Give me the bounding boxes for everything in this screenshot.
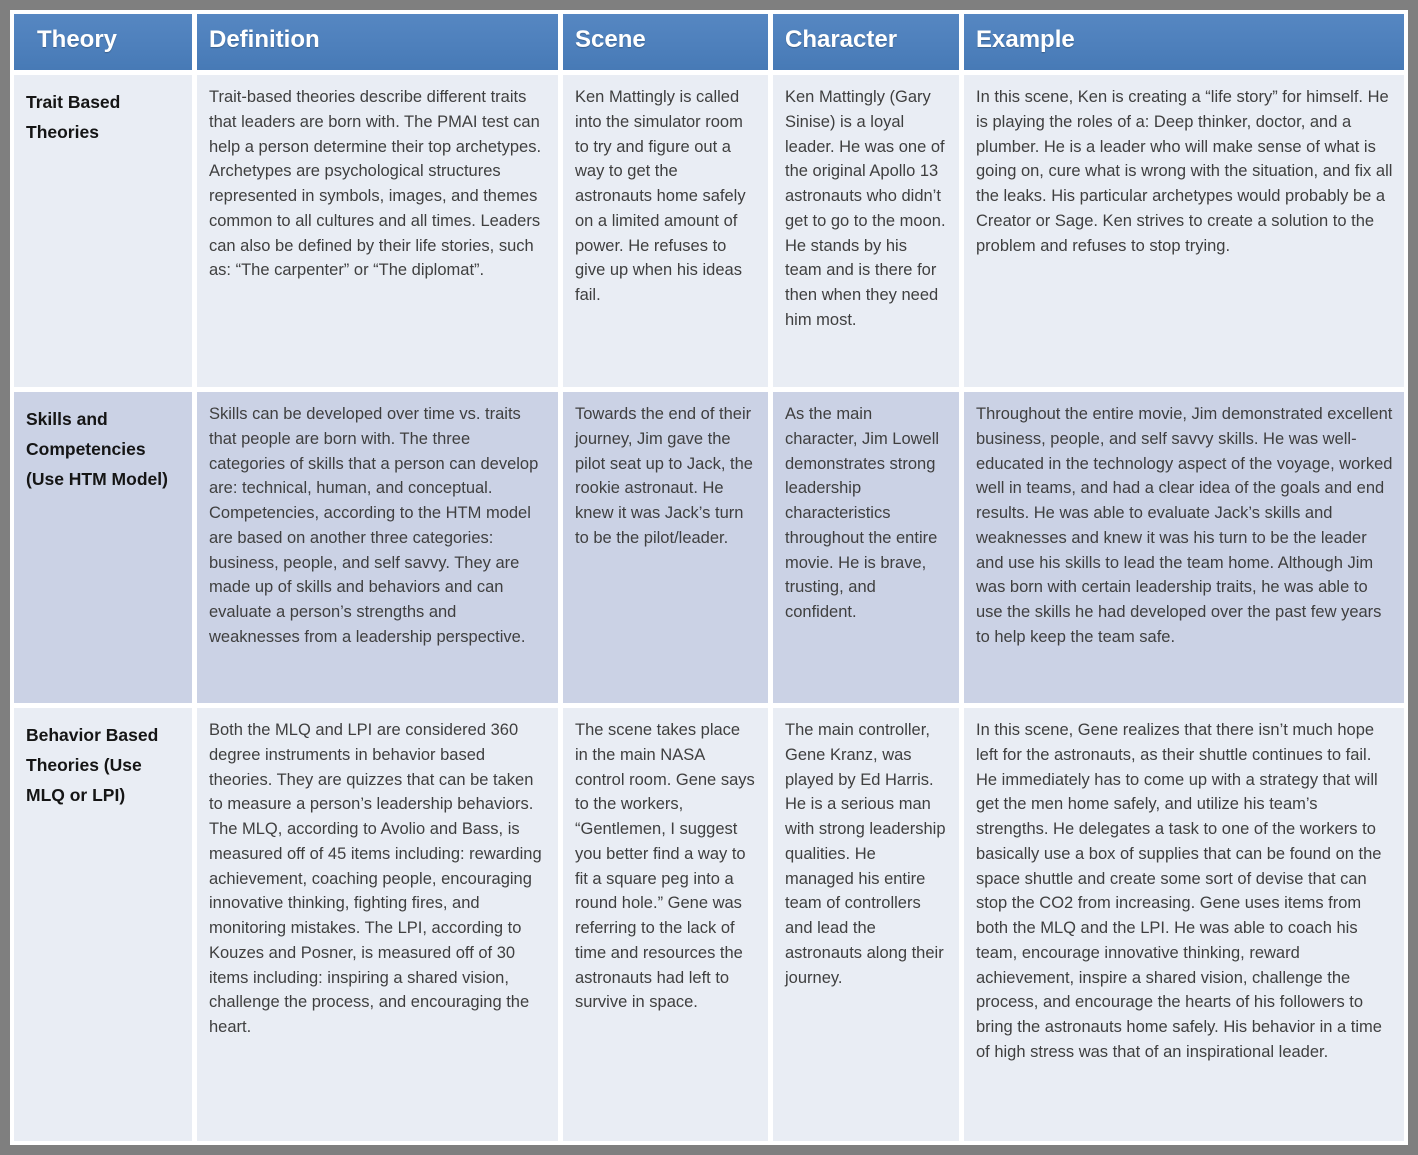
trait-theories-scene-cell: Ken Mattingly is called into the simulator room to try and figure out a way to get the astronauts home safely on a limited amount of power. He refuses to give up when his ideas fail. [563,75,768,387]
trait-theories-character-cell: Ken Mattingly (Gary Sinise) is a loyal leader. He was one of the original Apollo 13 astronauts who didn’t get to go to the moon. He stands by his team and is there for then when they need him most. [773,75,959,387]
skills-competencies-character-cell: As the main character, Jim Lowell demonstrates strong leadership characteristics throughout the entire movie. He is brave, trusting, and confident. [773,392,959,703]
column-header-theory: Theory [14,14,192,70]
behavior-theories-definition-cell: Both the MLQ and LPI are considered 360 degree instruments in behavior based theories. They are quizzes that can be taken to measure a person’s leadership behaviors. The MLQ, according to Avolio and Bass, is measured off of 45 items including: rewarding achievement, coaching people, encouraging innovative thinking, fighting fires, and monitoring mistakes. The LPI, according to Kouzes and Posner, is measured off of 30 items including: inspiring a shared vision, challenge the process, and encouraging the heart. [197,708,558,1141]
behavior-theories-scene-cell: The scene takes place in the main NASA control room. Gene says to the workers, “Gentlemen, I suggest you better find a way to fit a square peg into a round hole.” Gene was referring to the lack of time and resources the astronauts had left to survive in space. [563,708,768,1141]
behavior-theories-character-cell: The main controller, Gene Kranz, was played by Ed Harris. He is a serious man with strong leadership qualities. He managed his entire team of controllers and lead the astronauts along their journey. [773,708,959,1141]
skills-competencies-scene-cell: Towards the end of their journey, Jim gave the pilot seat up to Jack, the rookie astronaut. He knew it was Jack’s turn to be the pilot/leader. [563,392,768,703]
column-header-example: Example [964,14,1404,70]
behavior-theories-theory-cell: Behavior Based Theories (Use MLQ or LPI) [14,708,192,1141]
skills-competencies-definition-cell: Skills can be developed over time vs. traits that people are born with. The three categories of skills that a person can develop are: technical, human, and conceptual. Competencies, according to the HTM model are based on another three categories: business, people, and self savvy. They are made up of skills and behaviors and can evaluate a person’s strengths and weaknesses from a leadership perspective. [197,392,558,703]
trait-theories-definition-cell: Trait-based theories describe different traits that leaders are born with. The PMAI test can help a person determine their top archetypes. Archetypes are psychological structures represented in symbols, images, and themes common to all cultures and all times. Leaders can also be defined by their life stories, such as: “The carpenter” or “The diplomat”. [197,75,558,387]
skills-competencies-theory-cell: Skills and Competencies (Use HTM Model) [14,392,192,703]
skills-competencies-example-cell: Throughout the entire movie, Jim demonstrated excellent business, people, and self savvy skills. He was well-educated in the technology aspect of the voyage, worked well in teams, and had a clear idea of the goals and end results. He was able to evaluate Jack’s skills and weaknesses and knew it was his turn to be the leader and use his skills to lead the team home. Although Jim was born with certain leadership traits, he was able to use the skills he had developed over the past few years to help keep the team safe. [964,392,1404,703]
trait-theories-theory-cell: Trait Based Theories [14,75,192,387]
column-header-character: Character [773,14,959,70]
behavior-theories-example-cell: In this scene, Gene realizes that there isn’t much hope left for the astronauts, as their shuttle continues to fail. He immediately has to come up with a strategy that will get the men home safely, and utilize his team’s strengths. He delegates a task to one of the workers to basically use a box of supplies that can be found on the space shuttle and create some sort of devise that can stop the CO2 from increasing. Gene uses items from both the MLQ and the LPI. He was able to coach his team, encourage innovative thinking, reward achievement, inspire a shared vision, challenge the process, and encourage the hearts of his followers to bring the astronauts home safely. His behavior in a time of high stress was that of an inspirational leader. [964,708,1404,1141]
column-header-definition: Definition [197,14,558,70]
table-background [10,10,1408,1145]
trait-theories-example-cell: In this scene, Ken is creating a “life story” for himself. He is playing the roles of a: Deep thinker, doctor, and a plumber. He is a leader who will make sense of what is going on, cure what is wrong with the situation, and fix all the leaks. His particular archetypes would probably be a Creator or Sage. Ken strives to create a solution to the problem and refuses to stop trying. [964,75,1404,387]
column-header-scene: Scene [563,14,768,70]
leadership-theories-table [14,14,1404,1141]
